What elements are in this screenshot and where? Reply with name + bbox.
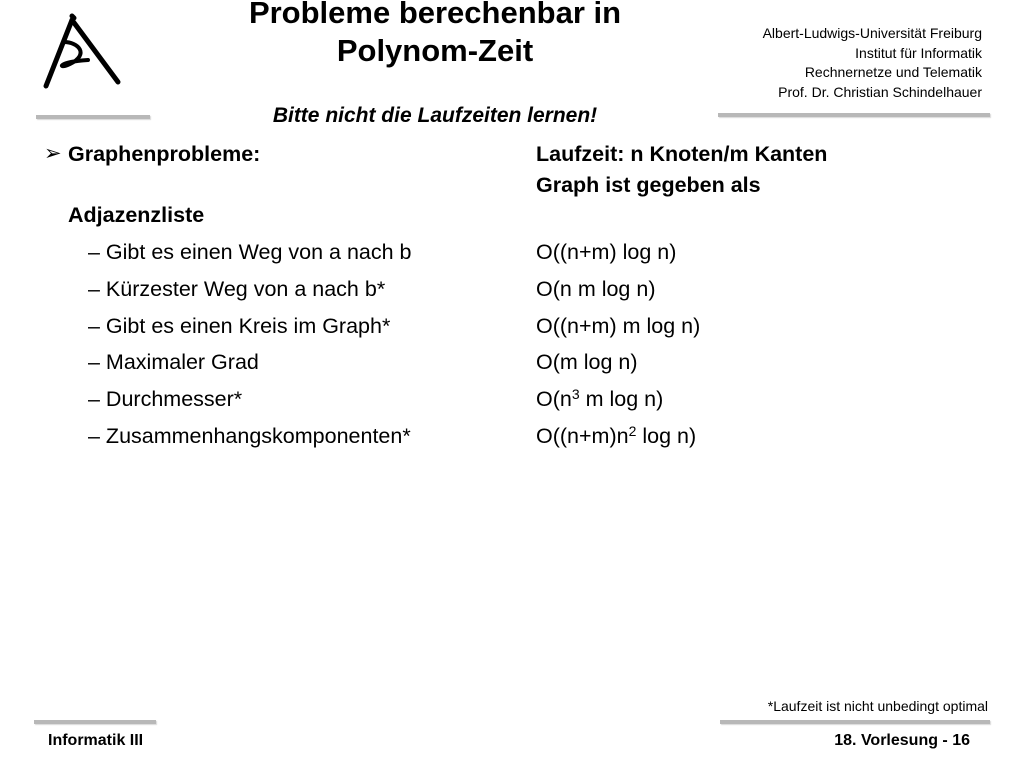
footnote: *Laufzeit ist nicht unbedingt optimal bbox=[767, 698, 988, 714]
problem-item: – Kürzester Weg von a nach b* bbox=[88, 277, 386, 301]
problem-item: – Gibt es einen Weg von a nach b bbox=[88, 240, 412, 264]
runtime-item: O(m log n) bbox=[536, 350, 638, 374]
divider-top-left bbox=[36, 115, 150, 119]
problem-item: – Durchmesser* bbox=[88, 387, 243, 411]
footer-course: Informatik III bbox=[48, 732, 144, 749]
runtime-item: O((n+m) log n) bbox=[536, 240, 677, 264]
divider-bottom-left bbox=[34, 720, 156, 724]
footer-page-number: 18. Vorlesung - 16 bbox=[834, 732, 970, 749]
runtime-item bbox=[536, 384, 663, 414]
institution-line-3: Rechnernetze und Telematik bbox=[804, 64, 982, 80]
runtime-item: O((n+m) m log n) bbox=[536, 314, 701, 338]
institution-line-2: Institut für Informatik bbox=[855, 44, 982, 61]
slide-subtitle: Bitte nicht die Laufzeiten lernen! bbox=[272, 104, 598, 127]
runtime-heading-line-3: Adjazenzliste bbox=[68, 203, 205, 227]
runtime-post: log n) bbox=[636, 424, 697, 448]
runtime-item: O(n m log n) bbox=[536, 277, 656, 301]
institution-line-4: Prof. Dr. Christian Schindelhauer bbox=[778, 83, 982, 100]
university-logo-icon bbox=[30, 12, 130, 92]
runtime-exponent: 3 bbox=[571, 386, 580, 402]
title-line-2: Polynom-Zeit bbox=[336, 33, 534, 68]
institution-block bbox=[763, 24, 982, 102]
problem-item: – Maximaler Grad bbox=[88, 350, 259, 374]
runtime-pre: O((n+m)n bbox=[536, 424, 629, 448]
institution-line-1: Albert-Ludwigs-Universität Freiburg bbox=[762, 25, 982, 41]
runtime-exponent: 2 bbox=[628, 423, 637, 439]
section-heading: Graphenprobleme: bbox=[68, 142, 261, 166]
runtime-post: m log n) bbox=[579, 387, 664, 411]
title-line-1: Probleme berechenbar in bbox=[248, 0, 622, 30]
problem-item: – Gibt es einen Kreis im Graph* bbox=[88, 314, 391, 338]
problem-item: – Zusammenhangskomponenten* bbox=[88, 424, 411, 448]
slide-title bbox=[160, 0, 710, 70]
runtime-pre: O(n bbox=[536, 387, 572, 411]
divider-top-right bbox=[718, 113, 990, 117]
runtime-item bbox=[536, 421, 696, 451]
runtime-heading-line-1: Laufzeit: n Knoten/m Kanten bbox=[536, 142, 828, 166]
runtime-heading-line-2: Graph ist gegeben als bbox=[536, 173, 761, 197]
bullet-arrow-icon: ➢ bbox=[44, 142, 62, 165]
divider-bottom-right bbox=[720, 720, 990, 724]
